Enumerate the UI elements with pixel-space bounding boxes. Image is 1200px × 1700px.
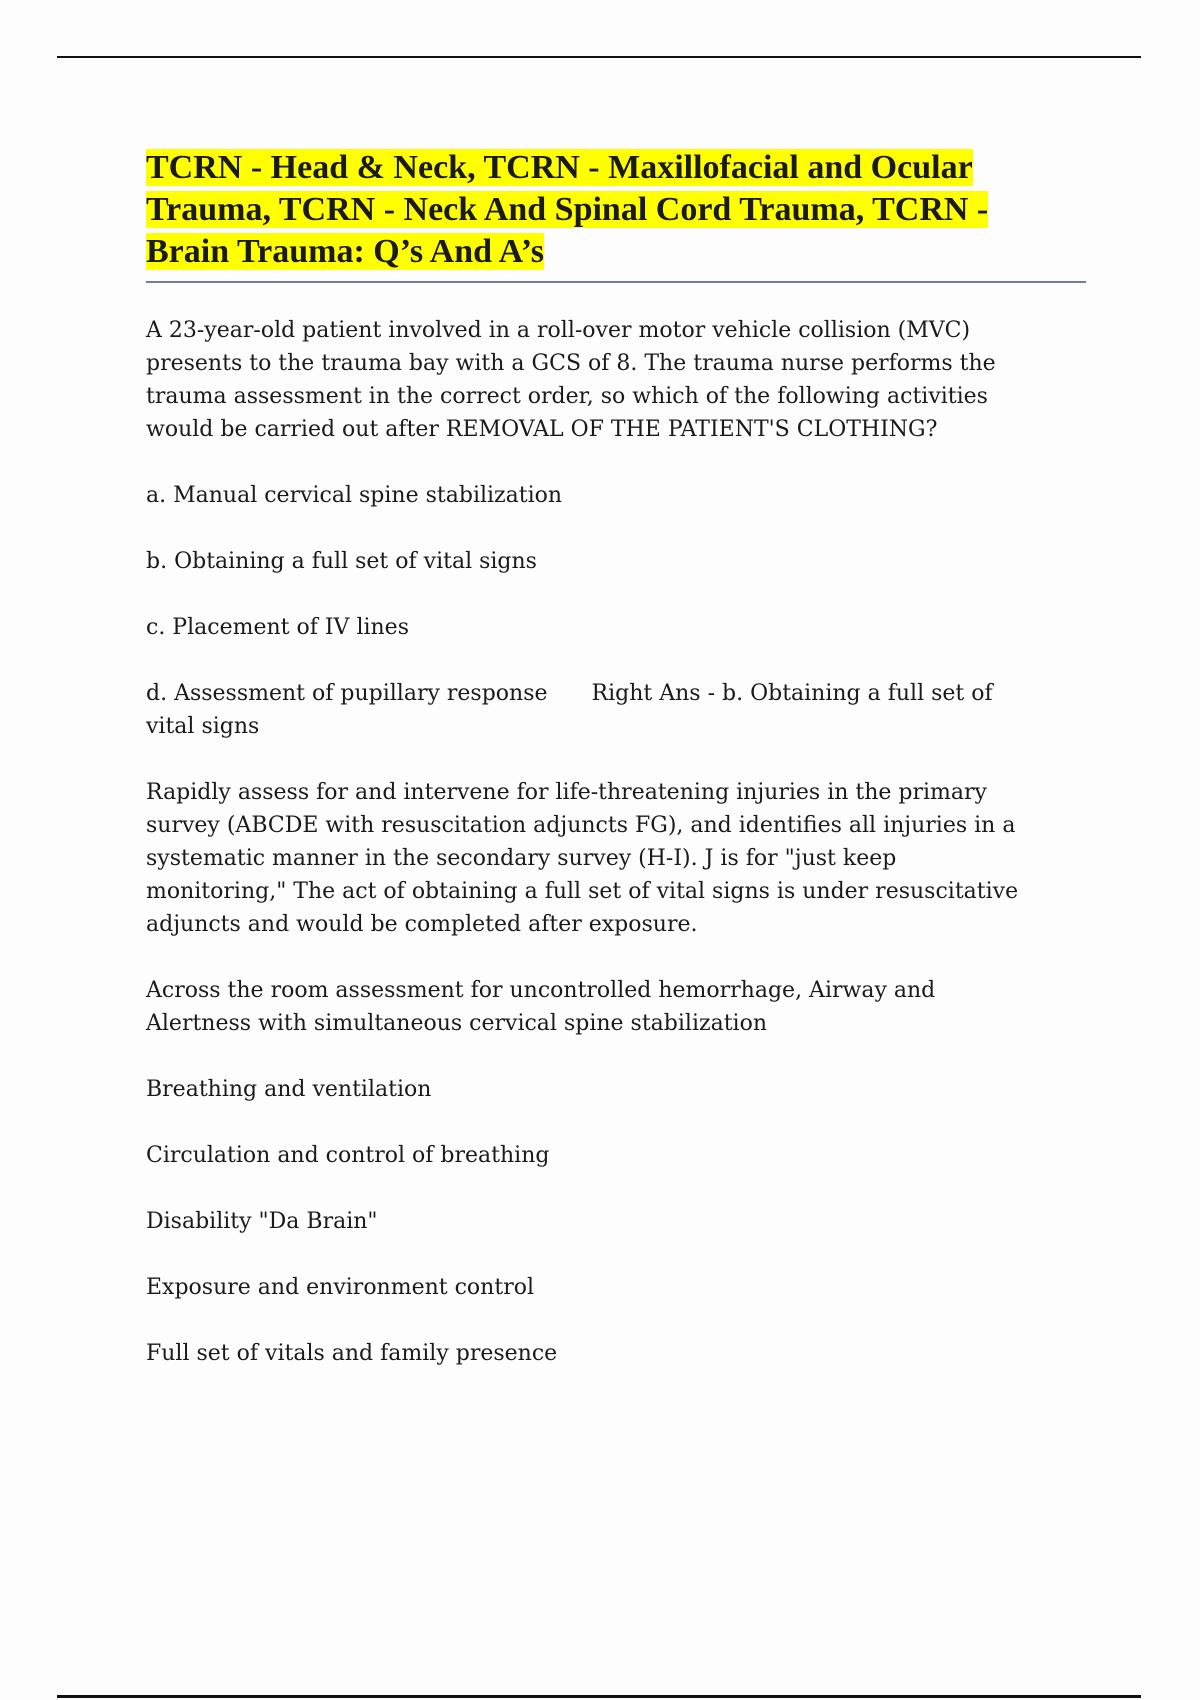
text-line: Breathing and ventilation — [146, 1077, 432, 1102]
document-title — [146, 147, 1106, 273]
title-underline — [146, 281, 1086, 283]
text-line: would be carried out after REMOVAL OF THE PATIENT'S CLOTHING? — [146, 417, 938, 442]
text-line: c. Placement of IV lines — [146, 615, 409, 640]
right-answer: Right Ans - b. Obtaining a full set of — [591, 681, 993, 706]
option-c — [146, 611, 1106, 644]
text-line: Disability "Da Brain" — [146, 1209, 378, 1234]
right-answer-cont: vital signs — [146, 714, 260, 739]
question-text — [146, 314, 1106, 446]
text-line: b. Obtaining a full set of vital signs — [146, 549, 537, 574]
text-line: Across the room assessment for uncontrolled hemorrhage, Airway and — [146, 978, 936, 1003]
text-line: Alertness with simultaneous cervical spine stabilization — [146, 1011, 767, 1036]
text-line: survey (ABCDE with resuscitation adjuncts FG), and identifies all injuries in a — [146, 813, 1016, 838]
step-item — [146, 1337, 1106, 1370]
text-line: presents to the trauma bay with a GCS of 8. The trauma nurse performs the — [146, 351, 996, 376]
text-line: Circulation and control of breathing — [146, 1143, 550, 1168]
option-d: d. Assessment of pupillary response — [146, 681, 548, 706]
text-line: A 23-year-old patient involved in a roll-over motor vehicle collision (MVC) — [146, 318, 971, 343]
text-line: trauma assessment in the correct order, so which of the following activities — [146, 384, 988, 409]
title-line: Brain Trauma: Q’s And A’s — [146, 233, 544, 270]
option-d-with-answer — [146, 677, 1106, 743]
page-top-rule — [57, 56, 1141, 58]
step-item — [146, 1271, 1106, 1304]
title-line: TCRN - Head & Neck, TCRN - Maxillofacial and Ocular — [146, 149, 973, 186]
text-line: Full set of vitals and family presence — [146, 1341, 558, 1366]
text-line: Rapidly assess for and intervene for life-threatening injuries in the primary — [146, 780, 987, 805]
step-item — [146, 1205, 1106, 1238]
option-b — [146, 545, 1106, 578]
text-line: Exposure and environment control — [146, 1275, 534, 1300]
step-item — [146, 1139, 1106, 1172]
text-line: adjuncts and would be completed after exposure. — [146, 912, 698, 937]
step-item — [146, 1073, 1106, 1106]
across-room-step — [146, 974, 1106, 1040]
text-line: a. Manual cervical spine stabilization — [146, 483, 563, 508]
text-line: systematic manner in the secondary survey (H-I). J is for "just keep — [146, 846, 897, 871]
title-line: Trauma, TCRN - Neck And Spinal Cord Trauma, TCRN - — [146, 191, 989, 228]
document-body — [146, 314, 1106, 1403]
page-bottom-rule — [57, 1695, 1141, 1698]
option-a — [146, 479, 1106, 512]
text-line: monitoring," The act of obtaining a full set of vital signs is under resuscitative — [146, 879, 1019, 904]
rationale — [146, 776, 1106, 941]
